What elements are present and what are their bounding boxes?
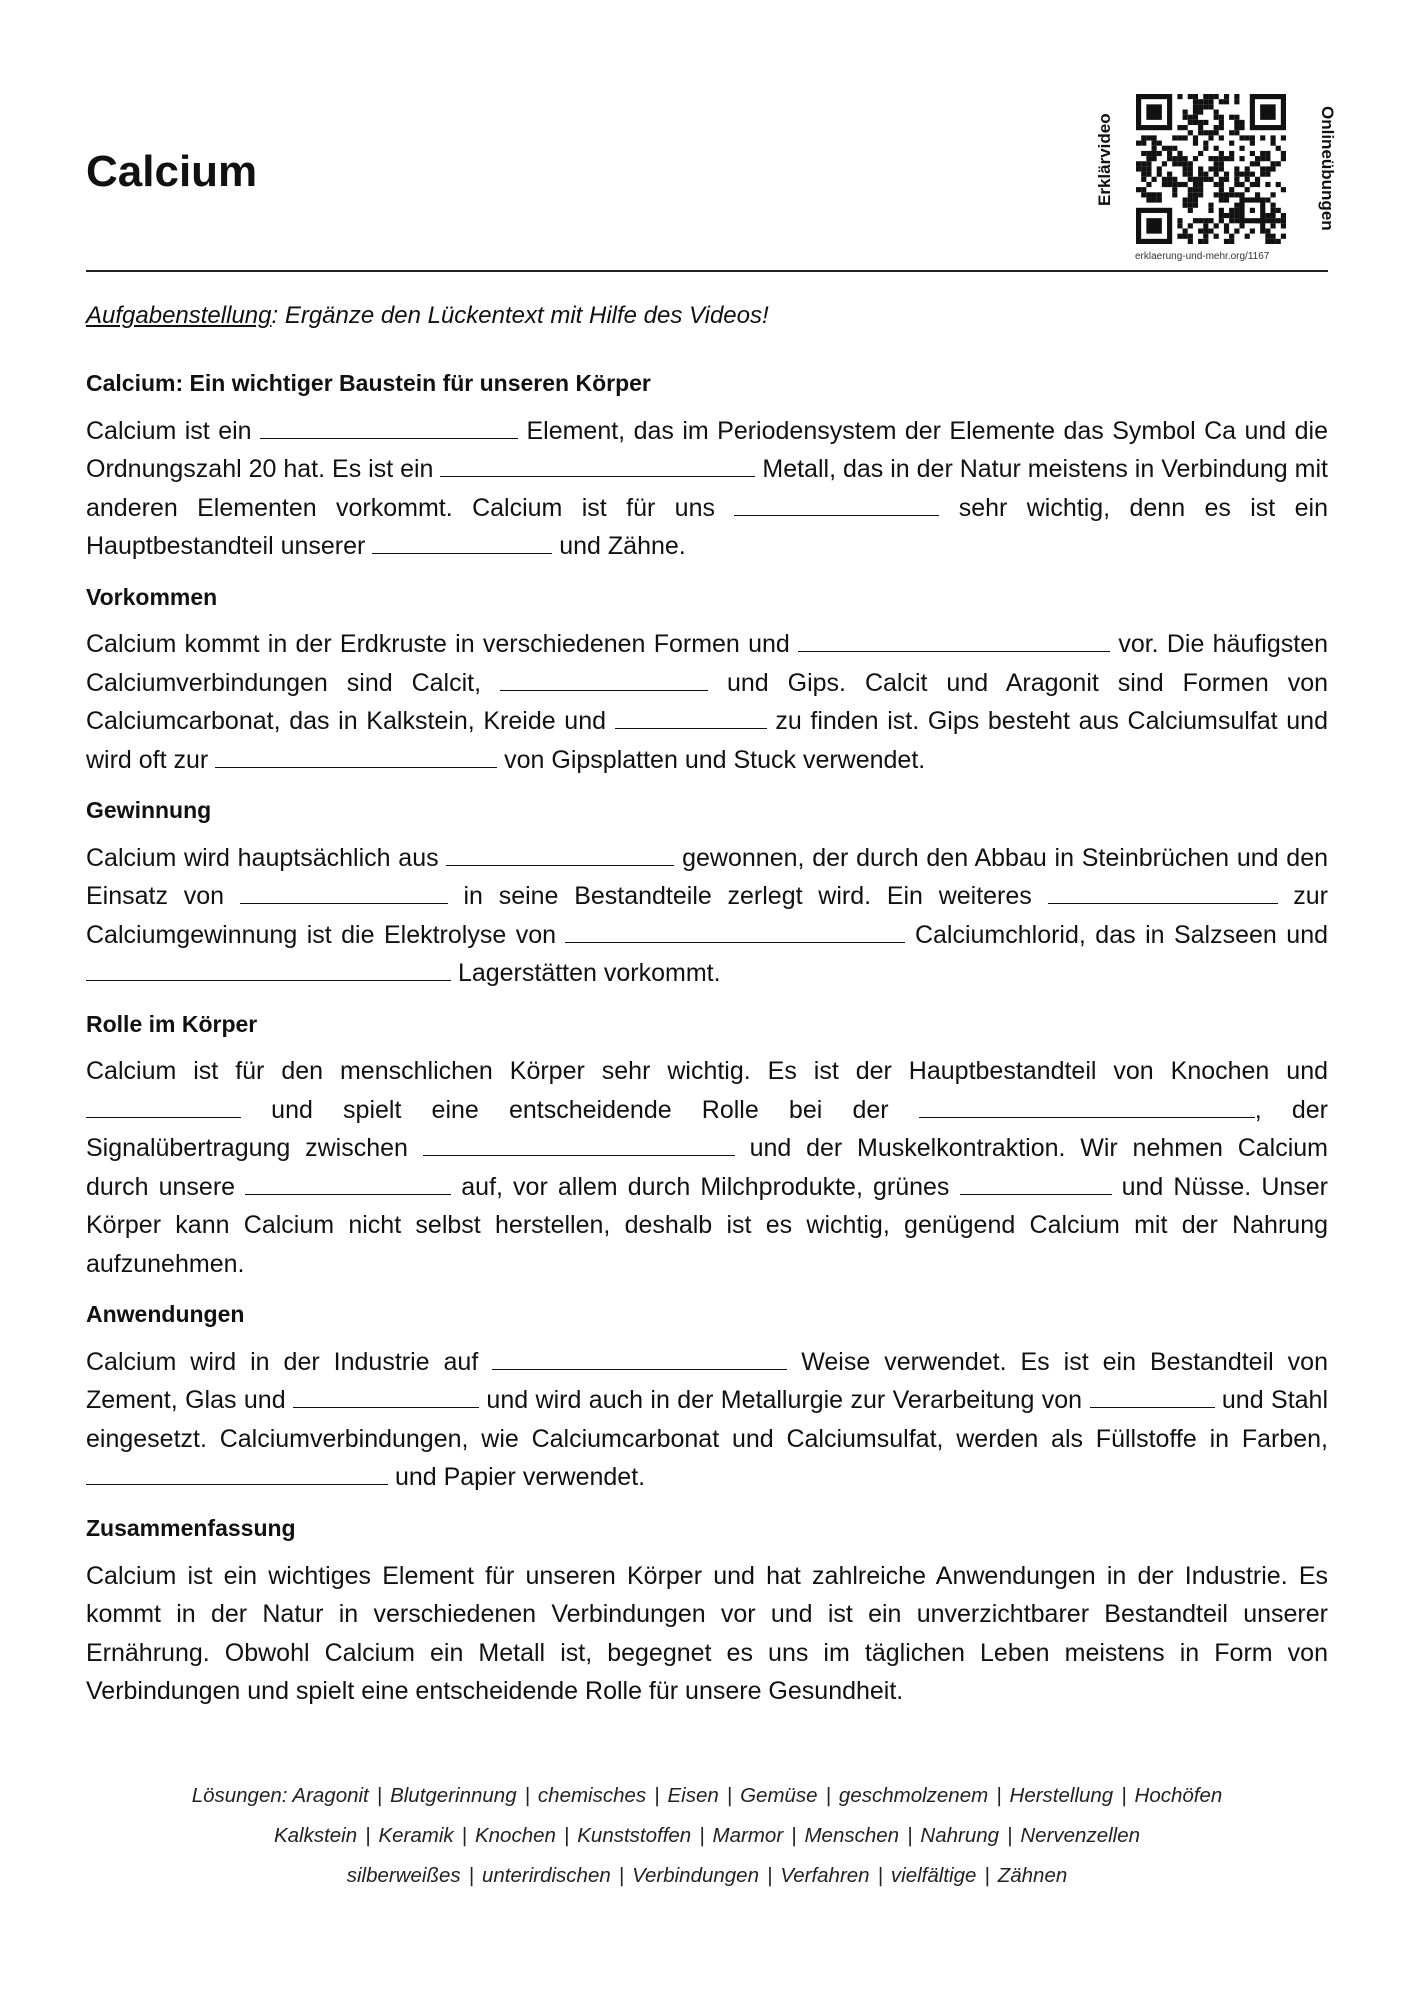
solutions-separator: | [524, 1784, 530, 1807]
fill-in-blank[interactable] [240, 883, 448, 904]
solutions-separator: | [1121, 1784, 1127, 1807]
solutions-separator: | [996, 1784, 1002, 1807]
task-text: Ergänze den Lückentext mit Hilfe des Videos! [278, 302, 769, 329]
paragraph-text: Calcium ist für den menschlichen Körper sehr wichtig. Es ist der Hauptbestandteil von Knochen und [86, 1057, 1328, 1086]
solutions-separator: | [365, 1824, 371, 1847]
paragraph-text: vor. Die häufigsten Calciumverbindungen sind Calcit, [86, 630, 1328, 697]
paragraph-text: zur Calciumgewinnung ist die Elektrolyse von [86, 882, 1328, 949]
fill-in-blank[interactable] [798, 631, 1110, 652]
fill-in-blank[interactable] [260, 418, 518, 439]
solutions-separator: | [376, 1784, 383, 1807]
solution-word: Keramik [378, 1824, 454, 1847]
fill-in-blank[interactable] [492, 1349, 787, 1370]
solutions-separator: | [766, 1864, 773, 1887]
section-heading: Gewinnung [86, 797, 212, 824]
qr-url: erklaerung-und-mehr.org/1167 [1135, 251, 1270, 262]
section-paragraph [86, 1052, 1328, 1283]
fill-in-blank[interactable] [1090, 1387, 1215, 1408]
solutions-separator: | [654, 1784, 660, 1807]
paragraph-text: und spielt eine entscheidende Rolle bei der [241, 1095, 919, 1124]
fill-in-blank[interactable] [293, 1387, 479, 1408]
gap-text-content [86, 370, 1328, 1729]
solution-word: Marmor [712, 1824, 784, 1847]
section-heading: Zusammenfassung [86, 1514, 296, 1541]
solution-word: Hochöfen [1134, 1784, 1223, 1807]
paragraph-text: von Gipsplatten und Stuck verwendet. [497, 745, 926, 774]
solutions-separator: | [791, 1824, 797, 1847]
fill-in-blank[interactable] [565, 922, 905, 943]
solutions-separator: | [1007, 1824, 1013, 1847]
solutions-list [86, 1776, 1328, 1896]
fill-in-blank[interactable] [500, 670, 708, 691]
solution-word: Menschen [804, 1824, 900, 1847]
section-heading: Vorkommen [86, 583, 218, 610]
fill-in-blank[interactable] [734, 495, 939, 516]
paragraph-text: und Nüsse. Unser Körper kann Calcium nicht selbst herstellen, deshalb ist es wichtig, genügend Calcium mit der Nahrung aufzunehmen. [86, 1172, 1329, 1278]
qr-code-block [1091, 86, 1336, 270]
solutions-separator: | [825, 1784, 831, 1807]
fill-in-blank[interactable] [960, 1174, 1112, 1195]
paragraph-text: und Gips. Calcit und Aragonit sind Formen von Calciumcarbonat, das in Kalkstein, Kreide und [86, 668, 1329, 736]
fill-in-blank[interactable] [1048, 883, 1278, 904]
solution-word: Kunststoffen [577, 1824, 692, 1847]
qr-label-exercises: Onlineübungen [1318, 106, 1337, 231]
task-instruction [86, 302, 769, 330]
solution-word: chemisches [537, 1784, 647, 1807]
section-heading: Anwendungen [86, 1301, 245, 1328]
fill-in-blank[interactable] [86, 1464, 388, 1485]
solution-word: Blutgerinnung [390, 1784, 517, 1807]
section-paragraph [86, 625, 1328, 779]
solution-word: geschmolzenem [838, 1784, 989, 1807]
paragraph-text: und Stahl eingesetzt. Calciumverbindungen, wie Calciumcarbonat und Calciumsulfat, werden als Füllstoffe in Farben, [86, 1386, 1328, 1453]
paragraph-text: und Papier verwendet. [388, 1463, 646, 1492]
paragraph-text: auf, vor allem durch Milchprodukte, grünes [451, 1172, 960, 1201]
fill-in-blank[interactable] [440, 456, 755, 477]
qr-label-video: Erklärvideo [1095, 113, 1114, 206]
fill-in-blank[interactable] [446, 845, 674, 866]
solutions-separator: | [907, 1824, 913, 1847]
solution-word: vielfältige [890, 1864, 977, 1887]
paragraph-text: und der Muskelkontraktion. Wir nehmen Calcium durch unsere [86, 1134, 1328, 1201]
solution-word: unterirdischen [481, 1864, 611, 1887]
paragraph-text: Lagerstätten vorkommt. [451, 959, 721, 988]
paragraph-text: sehr wichtig, denn es ist ein Hauptbestandteil unserer [86, 493, 1328, 561]
task-label: Aufgabenstellung [86, 302, 272, 329]
paragraph-text: , der Signalübertragung zwischen [86, 1095, 1328, 1163]
paragraph-text: Element, das im Periodensystem der Elemente das Symbol Ca und die Ordnungszahl 20 hat. Es ist ein [86, 416, 1328, 484]
solution-word: Eisen [667, 1784, 719, 1807]
solutions-separator: | [468, 1864, 474, 1887]
solution-word: Nahrung [920, 1824, 1000, 1847]
paragraph-text: Calcium wird hauptsächlich aus [86, 843, 447, 872]
paragraph-text: in seine Bestandteile zerlegt wird. Ein weiteres [447, 882, 1048, 911]
solutions-separator: | [618, 1864, 625, 1887]
task-colon: : [271, 302, 279, 329]
paragraph-text: Calcium ist ein [86, 416, 261, 445]
solution-word: Kalkstein [273, 1824, 358, 1847]
paragraph-text: Calcium kommt in der Erdkruste in verschiedenen Formen und [86, 630, 799, 659]
fill-in-blank[interactable] [245, 1174, 451, 1195]
paragraph-text: und Zähne. [552, 532, 686, 561]
fill-in-blank[interactable] [86, 1097, 241, 1118]
fill-in-blank[interactable] [919, 1097, 1255, 1118]
solution-word: Knochen [474, 1824, 556, 1847]
fill-in-blank[interactable] [423, 1135, 735, 1156]
solutions-separator: | [984, 1864, 990, 1887]
solutions-separator: | [877, 1864, 883, 1887]
section-paragraph [86, 412, 1328, 566]
fill-in-blank[interactable] [372, 533, 552, 554]
fill-in-blank[interactable] [215, 747, 497, 768]
fill-in-blank[interactable] [615, 708, 767, 729]
solutions-separator: | [726, 1784, 733, 1807]
paragraph-text: gewonnen, der durch den Abbau in Steinbrüchen und den Einsatz von [86, 843, 1328, 911]
paragraph-text: Calcium wird in der Industrie auf [86, 1347, 493, 1376]
header-divider [86, 270, 1328, 272]
solution-word: Zähnen [997, 1864, 1068, 1887]
paragraph-text: Calcium ist ein wichtiges Element für unseren Körper und hat zahlreiche Anwendungen in der Industrie. Es kommt in der Natur in verschiedenen Verbindungen vor und ist ein unverzichtbarer Bestandteil unserer Ernährung. Obwohl Calcium ein Metall ist, begegnet es uns im täglichen Leben meistens in Form von Verbindungen und spielt eine entscheidende Rolle für unsere Gesundheit. [86, 1561, 1328, 1706]
solution-word: Herstellung [1009, 1784, 1114, 1807]
section-heading: Rolle im Körper [86, 1010, 258, 1037]
section-heading: Calcium: Ein wichtiger Baustein für unseren Körper [86, 370, 651, 396]
solutions-separator: | [699, 1824, 705, 1847]
solution-word: Verfahren [780, 1864, 870, 1887]
solutions-separator: | [461, 1824, 467, 1847]
solution-word: Verbindungen [632, 1864, 759, 1887]
section-paragraph [86, 839, 1328, 993]
qr-code-icon[interactable] [1136, 94, 1286, 244]
solution-word: Gemüse [740, 1784, 818, 1807]
solution-word: silberweißes [346, 1864, 461, 1887]
section-paragraph [86, 1343, 1328, 1497]
paragraph-text: und wird auch in der Metallurgie zur Verarbeitung von [479, 1386, 1090, 1415]
paragraph-text: Weise verwendet. Es ist ein Bestandteil von Zement, Glas und [86, 1347, 1328, 1415]
solution-word: Aragonit [292, 1784, 369, 1807]
paragraph-text: Metall, das in der Natur meistens in Verbindung mit anderen Elementen vorkommt. Calcium ist für uns [86, 455, 1328, 522]
solutions-separator: | [563, 1824, 570, 1847]
page-title: Calcium [86, 147, 258, 196]
solution-word: Nervenzellen [1020, 1824, 1141, 1847]
paragraph-text: zu finden ist. Gips besteht aus Calciumsulfat und wird oft zur [86, 707, 1328, 774]
section-paragraph [86, 1557, 1328, 1711]
fill-in-blank[interactable] [86, 960, 451, 981]
paragraph-text: Calciumchlorid, das in Salzseen und [905, 920, 1328, 949]
solutions-prefix: Lösungen: [191, 1784, 293, 1807]
